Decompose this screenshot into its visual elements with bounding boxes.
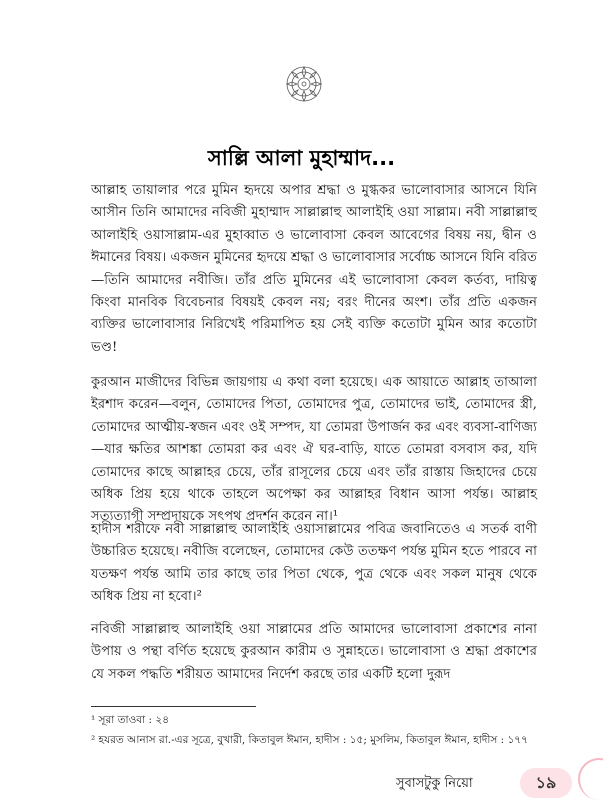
page-number-badge (520, 768, 572, 798)
corner-decoration (578, 758, 603, 800)
footnote: ² হযরত আনাস রা.-এর সূত্রে, বুখারী, কিতাবুল ঈমান, হাদীস : ১৫; মুসলিম, কিতাবুল ঈমান, হাদীস : ১৭৭ (91, 734, 528, 746)
page-number: ১৯ (535, 773, 557, 792)
floral-ornament-icon (284, 64, 324, 104)
paragraph: কুরআন মাজীদের বিভিন্ন জায়গায় এ কথা বলা হয়েছে। এক আয়াতে আল্লাহ তাআলা ইরশাদ করেন—বলুন, তোমাদের পিতা, তোমাদের পুত্র, তোমাদের ভাই, তোমাদের স্ত্রী, তোমাদের আত্মীয়-স্বজন এবং ওই সম্পদ, যা তোমরা উপার্জন কর এবং ব্যবসা-বাণিজ্য—যার ক্ষতির আশঙ্কা তোমরা কর এবং ঐ ঘর-বাড়ি, যাতে তোমরা বসবাস কর, যদি তোমাদের কাছে আল্লাহর চেয়ে, তাঁর রাসূলের চেয়ে এবং তাঁর রাস্তায় জিহাদের চেয়ে অধিক প্রিয় হয়ে থাকে তাহলে অপেক্ষা কর আল্লাহর বিধান আসা পর্যন্ত। আল্লাহ সত্যত্যাগী সম্প্রদায়কে সৎপথ প্রদর্শন করেন না।¹ (91, 375, 537, 525)
footnote: ¹ সূরা তাওবা : ২৪ (91, 714, 170, 726)
paragraph: আল্লাহ তায়ালার পরে মুমিন হৃদয়ে অপার শ্রদ্ধা ও মুগ্ধকর ভালোবাসার আসনে যিনি আসীন তিনি আমাদের নবিজী মুহাম্মাদ সাল্লাল্লাহু আলাইহি ওয়া সাল্লাম। নবী সাল্লাল্লাহু আলাইহি ওয়াসাল্লাম-এর মুহাব্বাত ও ভালোবাসা কেবল আবেগের বিষয় নয়, দ্বীন ও ঈমানের বিষয়। একজন মুমিনের হৃদয়ে শ্রদ্ধা ও ভালোবাসার সর্বোচ্চ আসনে যিনি বরিত—তিনি আমাদের নবীজি। তাঁর প্রতি মুমিনের এই ভালোবাসা কেবল কর্তব্য, দায়িত্ব কিংবা মানবিক বিবেচনার বিষয়ই কেবল নয়; বরং দীনের অংশ। তাঁর প্রতি একজন ব্যক্তির ভালোবাসার নিরিখেই পরিমাপিত হয় সেই ব্যক্তি কতোটা মুমিন আর কতোটা ভণ্ড! (91, 183, 537, 355)
paragraph: হাদীস শরীফে নবী সাল্লাল্লাহু আলাইহি ওয়াসাল্লামের পবিত্র জবানিতেও এ সতর্ক বাণী উচ্চারিত হয়েছে। নবীজি বলেছেন, তোমাদের কেউ ততক্ষণ পর্যন্ত মুমিন হতে পারবে না যতক্ষণ পর্যন্ত আমি তার কাছে তার পিতা থেকে, পুত্র থেকে এবং সকল মানুষ থেকে অধিক প্রিয় না হবো।² (91, 522, 537, 605)
page-title: সাল্লি আলা মুহাম্মাদ... (207, 146, 396, 170)
paragraph: নবিজী সাল্লাল্লাহু আলাইহি ওয়া সাল্লামের প্রতি আমাদের ভালোবাসা প্রকাশের নানা উপায় ও পন্থা বর্ণিত হয়েছে কুরআন কারীম ও সুন্নাহতে। ভালোবাসা ও শ্রদ্ধা প্রকাশের যে সকল পদ্ধতি শরীয়ত আমাদের নির্দেশ করছে তার একটি হলো দুরূদ (91, 622, 537, 682)
footnote-divider (91, 706, 256, 707)
running-footer-book-title: সুবাসটুকু নিয়ো (396, 776, 473, 791)
